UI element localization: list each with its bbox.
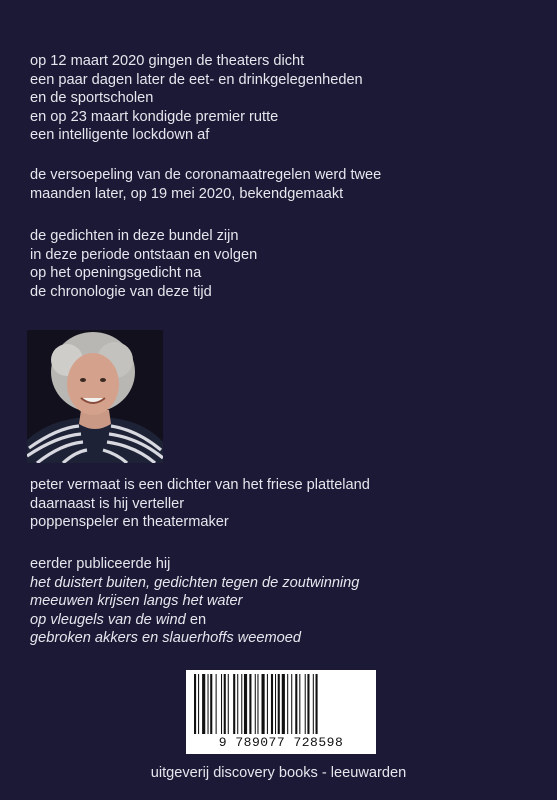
- barcode-bar: [244, 674, 247, 736]
- text-line: een intelligente lockdown af: [30, 127, 210, 144]
- isbn-number: 9 789077 728598: [186, 734, 376, 752]
- barcode: [186, 670, 376, 754]
- book-title: het duistert buiten, gedichten tegen de zoutwinning: [30, 574, 360, 591]
- barcode-bar: [233, 674, 235, 736]
- barcode-bar: [208, 674, 209, 736]
- text-line: peter vermaat is een dichter van het friese platteland: [30, 477, 370, 493]
- text-line: de chronologie van deze tijd: [30, 283, 212, 300]
- publisher-line: uitgeverij discovery books - leeuwarden: [150, 765, 407, 781]
- barcode-bar: [237, 674, 238, 736]
- intro-paragraph: [30, 52, 363, 145]
- text-line: de versoepeling van de coronamaatregelen werd twee: [30, 167, 382, 183]
- book-title: meeuwen krijsen langs het water: [30, 593, 243, 610]
- barcode-bar: [282, 674, 285, 736]
- text-line: eerder publiceerde hij: [30, 556, 171, 572]
- barcode-bar: [313, 674, 314, 736]
- barcode-bars: [186, 670, 376, 736]
- text-line: maanden later, op 19 mei 2020, bekendgemaakt: [30, 185, 344, 202]
- text-line: op het openingsgedicht na: [30, 265, 202, 282]
- barcode-bar: [299, 674, 300, 736]
- text-line: in deze periode ontstaan en volgen: [30, 246, 258, 263]
- text-line: een paar dagen later de eet- en drinkgelegenheden: [30, 71, 363, 88]
- barcode-bar: [267, 674, 268, 736]
- previous-publications: [30, 555, 359, 648]
- book-title: gebroken akkers en slauerhoffs weemoed: [30, 630, 301, 647]
- barcode-bar: [291, 674, 292, 736]
- barcode-bar: [198, 674, 199, 736]
- barcode-bar: [287, 674, 288, 736]
- barcode-bar: [202, 674, 205, 736]
- barcode-bar: [210, 674, 212, 736]
- conjunction: en: [185, 611, 207, 628]
- barcode-bar: [305, 674, 306, 736]
- barcode-bar: [216, 674, 217, 736]
- text-line: de gedichten in deze bundel zijn: [30, 228, 239, 244]
- barcode-bar: [275, 674, 276, 736]
- barcode-bar: [307, 674, 309, 736]
- barcode-bar: [271, 674, 273, 736]
- text-line: daarnaast is hij verteller: [30, 495, 185, 512]
- barcode-bar: [295, 674, 297, 736]
- text-line: en op 23 maart kondigde premier rutte: [30, 108, 279, 125]
- barcode-bar: [257, 674, 258, 736]
- relaxation-paragraph: [30, 166, 381, 203]
- barcode-bar: [228, 674, 229, 736]
- barcode-bar: [262, 674, 265, 736]
- barcode-bar: [194, 674, 196, 736]
- author-photo: [27, 330, 163, 463]
- barcode-bar: [221, 674, 222, 736]
- barcode-bar: [241, 674, 242, 736]
- barcode-bar: [278, 674, 280, 736]
- barcode-bar: [255, 674, 256, 736]
- text-line: en de sportscholen: [30, 90, 154, 107]
- poems-paragraph: [30, 227, 257, 301]
- barcode-bar: [249, 674, 251, 736]
- text-line: op 12 maart 2020 gingen de theaters dicht: [30, 53, 305, 69]
- text-line: [30, 611, 359, 630]
- text-line: poppenspeler en theatermaker: [30, 514, 229, 531]
- barcode-bar: [224, 674, 226, 736]
- barcode-bar: [316, 674, 318, 736]
- book-title: op vleugels van de wind: [30, 611, 186, 628]
- author-bio: [30, 476, 370, 532]
